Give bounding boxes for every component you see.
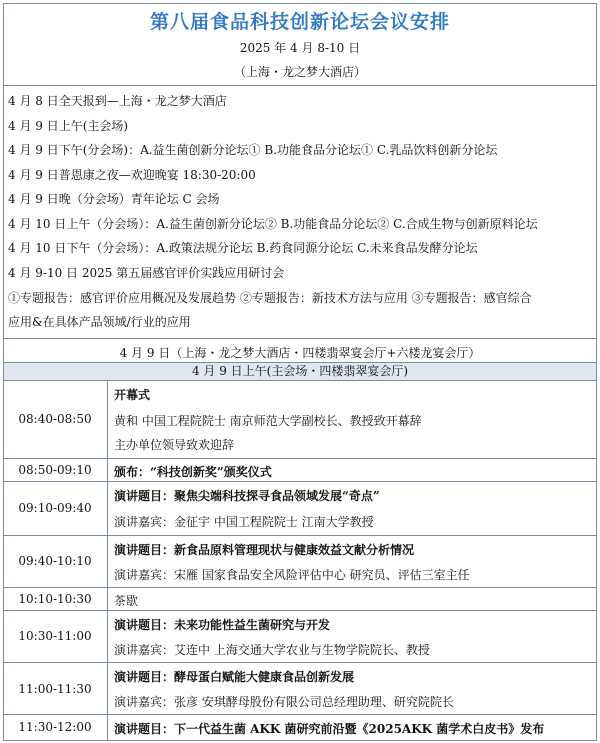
overview-line: 4 月 9-10 日 2025 第五届感官评价实践应用研讨会 — [8, 266, 285, 280]
overview-line: 4 月 9 日晚（分会场）青年论坛 C 会场 — [8, 192, 220, 206]
overview-line: ①专题报告：感官评价应用概况及发展趋势 ②专题报告：新技术方法与应用 ③专题报告：感官综合 — [8, 291, 532, 305]
table-column-divider — [107, 380, 108, 741]
schedule-time: 11:30-12:00 — [18, 720, 92, 734]
overview-line: 4 月 9 日下午(分会场)：A.益生菌创新分论坛① B.功能食品分论坛① C.乳品饮料创新分论坛 — [8, 143, 498, 157]
table-row-divider — [3, 610, 597, 611]
overview-line: 4 月 10 日上午（分会场）：A.益生菌创新分论坛② B.功能食品分论坛② C.合成生物与创新原料论坛 — [8, 217, 538, 231]
schedule-time: 10:10-10:30 — [18, 592, 92, 606]
day-header: 4 月 9 日（上海・龙之梦大酒店・四楼翡翠宴会厅+六楼龙宴会厅） — [119, 346, 481, 360]
overview-line: 4 月 9 日普恩康之夜—欢迎晚宴 18:30-20:00 — [8, 168, 256, 182]
schedule-title: 演讲题目：新食品原料管理现状与健康效益文献分析情况 — [114, 543, 415, 557]
schedule-title: 颁布：“科技创新奖”颁奖仪式 — [114, 465, 272, 479]
schedule-title: 开幕式 — [114, 388, 151, 402]
table-row-divider — [3, 587, 597, 588]
conference-venue: （上海・龙之梦大酒店） — [233, 65, 366, 79]
table-row-divider — [3, 458, 597, 459]
divider — [3, 85, 597, 86]
table-row-divider — [3, 714, 597, 715]
schedule-time: 09:40-10:10 — [18, 554, 92, 568]
overview-line: 4 月 8 日全天报到—上海・龙之梦大酒店 — [8, 94, 227, 108]
schedule-time: 10:30-11:00 — [18, 629, 92, 643]
overview-line: 应用&在具体产品领域/行业的应用 — [8, 315, 191, 329]
schedule-detail: 主办单位领导致欢迎辞 — [114, 438, 235, 452]
schedule-time: 08:50-09:10 — [18, 463, 92, 477]
page-title: 第八届食品科技创新论坛会议安排 — [149, 11, 450, 33]
table-row-divider — [3, 481, 597, 482]
schedule-title: 演讲题目：下一代益生菌 AKK 菌研究前沿暨《2025AKK 菌学术白皮书》发布 — [114, 722, 545, 736]
schedule-title: 演讲题目：酵母蛋白赋能大健康食品创新发展 — [114, 670, 355, 684]
schedule-time: 09:10-09:40 — [18, 501, 92, 515]
schedule-speaker: 演讲嘉宾：金征宇 中国工程院院士 江南大学教授 — [114, 515, 374, 529]
schedule-speaker: 演讲嘉宾：宋雁 国家食品安全风险评估中心 研究员、评估三室主任 — [114, 568, 470, 582]
divider — [3, 338, 597, 339]
schedule-time: 08:40-08:50 — [18, 412, 92, 426]
session-header: 4 月 9 日上午(主会场・四楼翡翠宴会厅) — [4, 363, 596, 380]
schedule-speaker: 演讲嘉宾：张彦 安琪酵母股份有限公司总经理助理、研究院院长 — [114, 695, 454, 709]
schedule-time: 11:00-11:30 — [18, 682, 92, 696]
overview-line: 4 月 9 日上午(主会场) — [8, 119, 129, 133]
overview-line: 4 月 10 日下午（分会场）：A.政策法规分论坛 B.药食同源分论坛 C.未来食品发酵分论坛 — [8, 241, 478, 255]
schedule-title: 演讲题目：聚焦尖端科技探寻食品领域发展“奇点” — [114, 489, 380, 503]
schedule-speaker: 演讲嘉宾：艾连中 上海交通大学农业与生物学院院长、教授 — [114, 643, 430, 657]
table-row-divider — [3, 535, 597, 536]
schedule-title: 演讲题目：未来功能性益生菌研究与开发 — [114, 618, 331, 632]
schedule-title: 茶歇 — [114, 594, 139, 608]
table-row-divider — [3, 662, 597, 663]
divider — [3, 380, 597, 381]
conference-dates: 2025 年 4 月 8-10 日 — [239, 41, 361, 55]
schedule-detail: 黄和 中国工程院院士 南京师范大学副校长、教授致开幕辞 — [114, 414, 422, 428]
